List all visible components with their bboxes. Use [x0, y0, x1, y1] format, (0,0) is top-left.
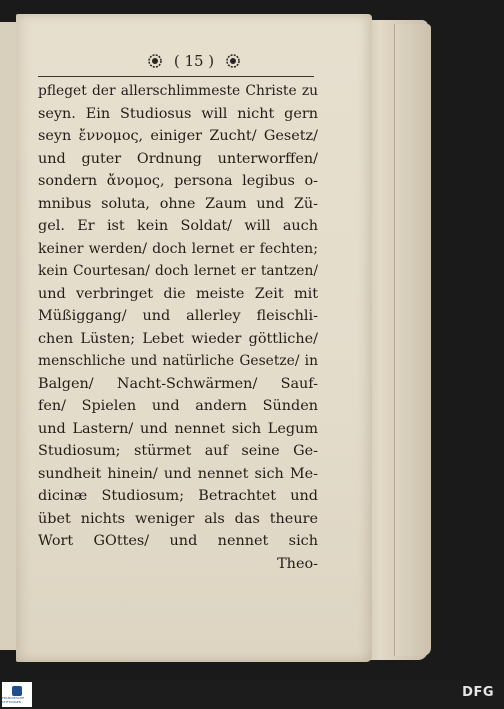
text-line: und guter Ordnung unterworffen/	[38, 150, 318, 167]
page-text	[38, 80, 318, 575]
text-line: keiner werden/ doch lernet er fechten;	[38, 240, 318, 257]
ornament-icon	[225, 53, 241, 69]
text-line: sondern ἄνομος, persona legibus o-	[38, 173, 318, 189]
text-line: pfleget der allerschlimmeste Christe zu	[38, 83, 318, 99]
text-line: und Lastern/ und nennet sich Legum	[38, 420, 318, 437]
header-rule	[38, 76, 314, 77]
text-line: seyn ἔννομος, einiger Zucht/ Gesetz/	[38, 128, 318, 144]
text-line: Balgen/ Nacht-Schwärmen/ Sauf-	[38, 375, 318, 392]
text-line: Studiosum; stürmet auf seine Ge-	[38, 443, 318, 459]
text-line: Müßiggang/ und allerley fleischli-	[38, 308, 318, 324]
logo-text: FRANCKESCHE STIFTUNGEN	[2, 695, 25, 704]
text-line: sundheit hinein/ und nennet sich Me-	[38, 465, 318, 482]
viewer-footer	[0, 680, 504, 709]
text-line: Wort GOttes/ und nennet sich	[38, 533, 318, 549]
book-page	[16, 14, 372, 662]
page-stack-edge-inner	[394, 24, 431, 656]
left-page-edge	[0, 22, 17, 650]
page-number: ( 15 )	[173, 51, 215, 70]
logo-mark-icon	[12, 686, 22, 696]
text-line: und verbringet die meiste Zeit mit	[38, 285, 318, 302]
institution-logo[interactable]	[2, 682, 32, 707]
dfg-logo[interactable]: DFG	[462, 685, 494, 700]
text-line: seyn. Ein Studiosus will nicht gern	[38, 105, 318, 122]
text-line: chen Lüsten; Lebet wieder göttliche/	[38, 330, 318, 347]
page-header	[16, 50, 372, 72]
text-line: übet nichts weniger als das theure	[38, 510, 318, 527]
text-line: gel. Er ist kein Soldat/ will auch	[38, 218, 318, 234]
text-line: dicinæ Studiosum; Betrachtet und	[38, 488, 318, 504]
catchword: Theo-	[277, 555, 318, 572]
text-line: fen/ Spielen und andern Sünden	[38, 398, 318, 414]
text-line: mnibus soluta, ohne Zaum und Zü-	[38, 195, 318, 212]
ornament-icon	[147, 53, 163, 69]
text-line: menschliche und natürliche Gesetze/ in	[38, 353, 318, 369]
text-line: kein Courtesan/ doch lernet er tantzen/	[38, 263, 318, 279]
